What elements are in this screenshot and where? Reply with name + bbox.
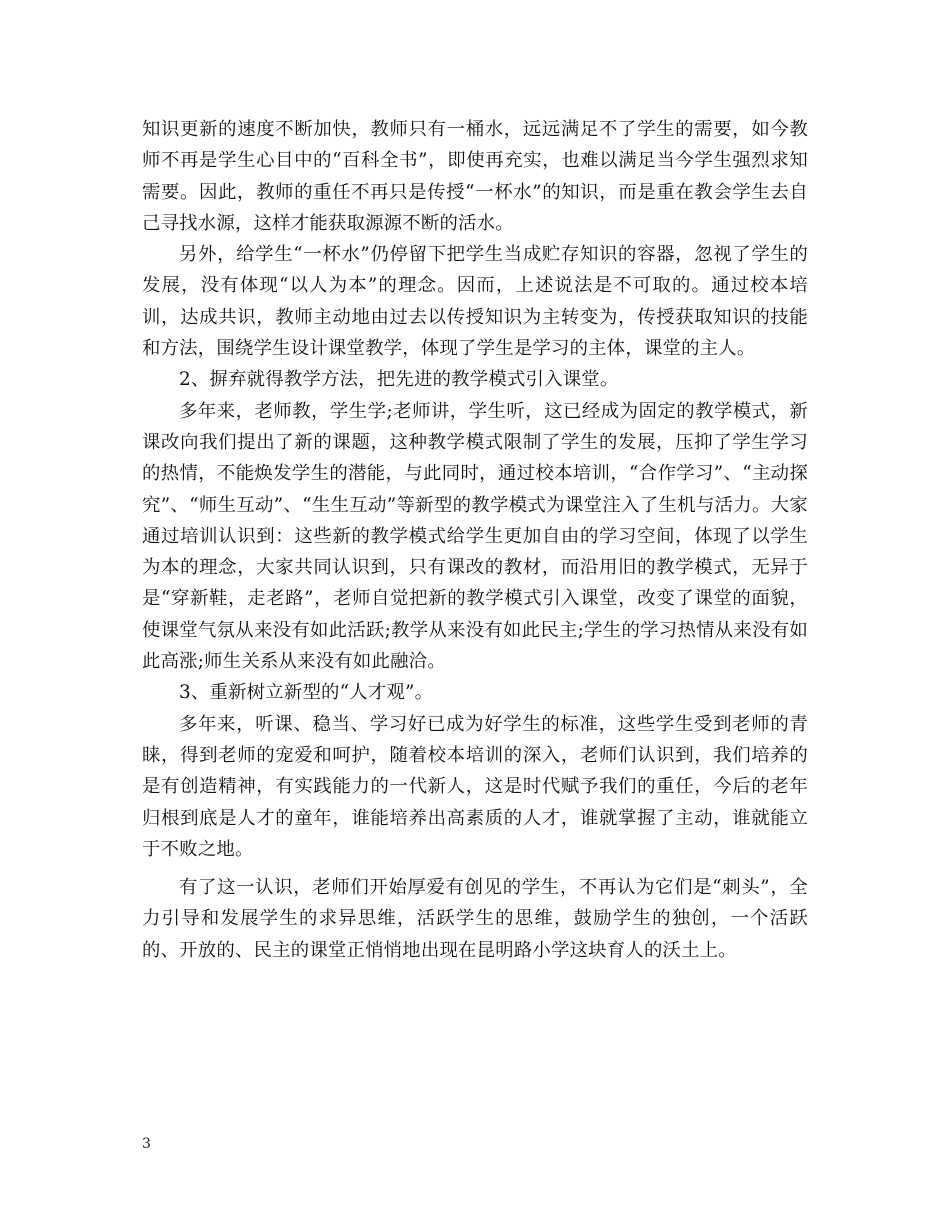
section-heading-2: 2、摒弃就得教学方法，把先进的教学模式引入课堂。	[179, 369, 619, 391]
paragraph-teaching-mode: 多年来，老师教，学生学;老师讲，学生听，这已经成为固定的教学模式，新课改向我们提出了新的课题，这种教学模式限制了学生的发展，压抑了学生学习的热情，不能焕发学生的潜能，与此同时，通过校本培训，“合作学习”、“主动探究”、“师生互动”、“生生互动”等新型的教学模式为课堂注入了生机与活力。大家通过培训认识到：这些新的教学模式给学生更加自由的学习空间，体现了以学生为本的理念，大家共同认识到，只有课改的教材，而沿用旧的教学模式，无异于是“穿新鞋，走老路”，老师自觉把新的教学模式引入课堂，改变了课堂的面貌，使课堂气氛从来没有如此活跃;教学从来没有如此民主;学生的学习热情从来没有如此高涨;师生关系从来没有如此融洽。	[142, 400, 808, 673]
section-heading-3: 3、重新树立新型的“人才观”。	[179, 682, 434, 704]
paragraph-continuation: 知识更新的速度不断加快，教师只有一桶水，远远满足不了学生的需要，如今教师不再是学生心目中的“百科全书”，即使再充实，也难以满足当今学生强烈求知需要。因此，教师的重任不再只是传授“一杯水”的知识，而是重在教会学生去自己寻找水源，这样才能获取源源不断的活水。	[142, 119, 808, 234]
document-page	[142, 114, 808, 966]
page-number: 3	[142, 1136, 151, 1152]
paragraph-another-view: 另外，给学生“一杯水”仍停留下把学生当成贮存知识的容器，忽视了学生的发展，没有体现“以人为本”的理念。因而，上述说法是不可取的。通过校本培训，达成共识，教师主动地由过去以传授知识为主转变为，传授获取知识的技能和方法，围绕学生设计课堂教学，体现了学生是学习的主体，课堂的主人。	[142, 244, 808, 360]
paragraph-talent-view: 多年来，听课、稳当、学习好已成为好学生的标准，这些学生受到老师的青睐，得到老师的宠爱和呵护，随着校本培训的深入，老师们认识到，我们培养的是有创造精神，有实践能力的一代新人，这是时代赋予我们的重任，今后的老年归根到底是人才的童年，谁能培养出高素质的人才，谁就掌握了主动，谁就能立于不败之地。	[142, 713, 808, 860]
paragraph-conclusion: 有了这一认识，老师们开始厚爱有创见的学生，不再认为它们是“刺头”，全力引导和发展学生的求异思维，活跃学生的思维，鼓励学生的独创，一个活跃的、开放的、民主的课堂正悄悄地出现在昆明路小学这块育人的沃土上。	[142, 877, 808, 961]
